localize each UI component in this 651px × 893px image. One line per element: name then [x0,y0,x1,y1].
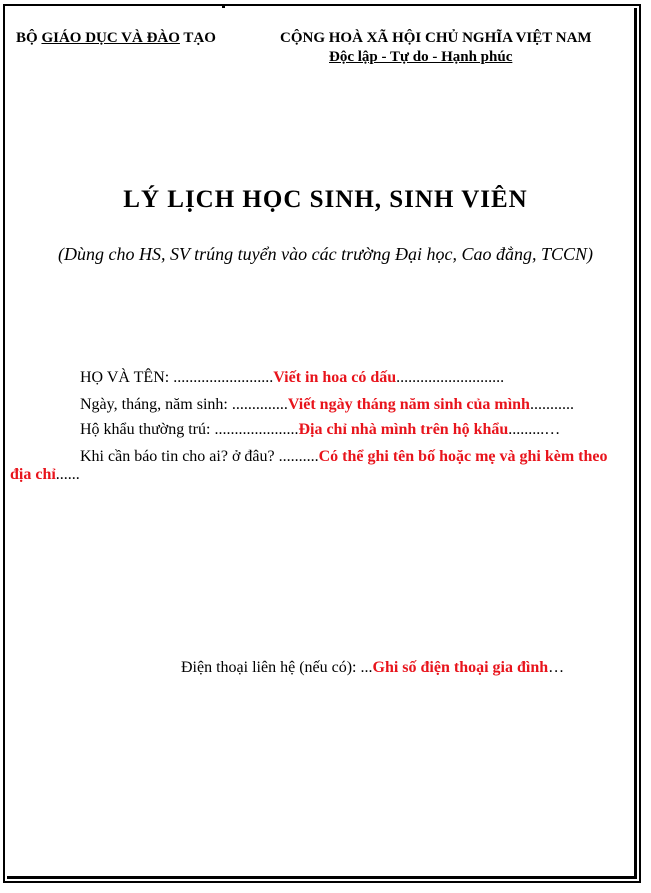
field-residence-label: Hộ khẩu thường trú: ..................... [80,421,299,438]
field-contact-hint-line2: địa chỉ [10,466,56,483]
field-name-trail: ........................... [396,369,505,386]
ministry-prefix: BỘ [16,30,42,46]
country-name: CỘNG HOÀ XÃ HỘI CHỦ NGHĨA VIỆT NAM [280,30,592,46]
field-name-hint: Viết in hoa có dấu [273,369,397,386]
field-contact-hint-line1: Có thể ghi tên bố hoặc mẹ và ghi kèm theo [318,448,608,465]
field-name-label: HỌ VÀ TÊN: ......................... [80,369,274,386]
page-border [3,4,641,883]
field-residence[interactable] [80,421,560,439]
document-subtitle: (Dùng cho HS, SV trúng tuyển vào các trường Đại học, Cao đẳng, TCCN) [57,244,594,264]
field-dob-hint: Viết ngày tháng năm sinh của mình [287,396,530,413]
field-contact-continued[interactable] [10,466,80,484]
field-name[interactable] [80,369,504,387]
field-dob-trail: ........... [529,396,574,413]
national-motto: Độc lập - Tự do - Hạnh phúc [329,49,513,65]
ministry-suffix: TẠO [179,30,216,46]
ministry-underlined: GIÁO DỤC VÀ ĐÀO [41,30,180,46]
field-contact[interactable] [80,448,608,466]
field-dob[interactable] [80,396,574,414]
field-contact-trail: ...... [55,466,80,483]
border-mark [222,4,225,8]
field-phone-hint: Ghi số điện thoại gia đình [372,659,549,676]
field-residence-trail: .........… [508,421,561,438]
ministry-name [16,30,216,47]
field-contact-label: Khi cần báo tin cho ai? ở đâu? .......... [80,448,319,465]
field-phone-trail: … [548,659,565,676]
field-phone[interactable] [181,659,564,677]
field-residence-hint: Địa chỉ nhà mình trên hộ khẩu [298,421,509,438]
document-title: LÝ LỊCH HỌC SINH, SINH VIÊN [123,186,528,213]
field-dob-label: Ngày, tháng, năm sinh: .............. [80,396,288,413]
field-phone-label: Điện thoại liên hệ (nếu có): ... [181,659,373,676]
